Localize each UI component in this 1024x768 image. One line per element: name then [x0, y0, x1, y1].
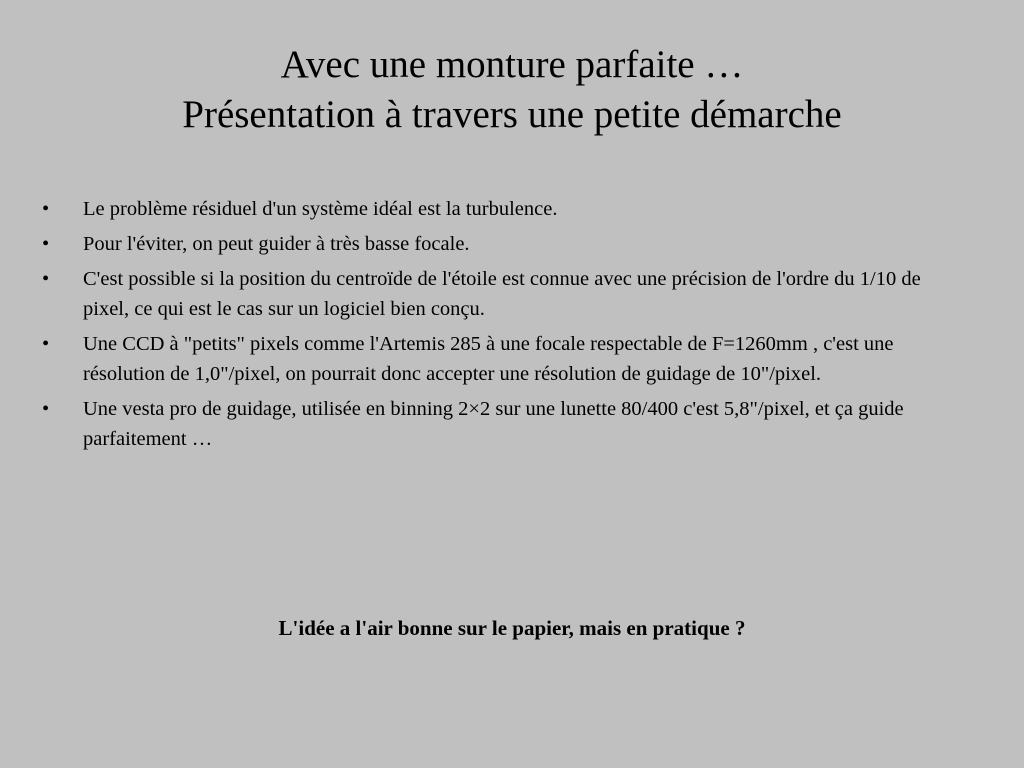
bullet-text: Le problème résiduel d'un système idéal est la turbulence. — [83, 198, 558, 220]
bullet-text: C'est possible si la position du centroïde de l'étoile est connue avec une précision de l'ordre du 1/10 de pixel, ce qui est le cas sur un logiciel bien conçu. — [83, 268, 921, 320]
bullet-item — [42, 264, 962, 324]
bullet-item — [42, 329, 962, 389]
bullet-item — [42, 229, 962, 259]
bullet-text: Pour l'éviter, on peut guider à très basse focale. — [83, 233, 470, 255]
slide-title — [60, 40, 964, 140]
bullet-marker: • — [42, 268, 50, 290]
bullet-item — [42, 194, 962, 224]
bullet-marker: • — [42, 333, 50, 355]
bullet-text: Une CCD à "petits" pixels comme l'Artemis 285 à une focale respectable de F=1260mm , c'est une résolution de 1,0"/pixel, on pourrait donc accepter une résolution de guidage de 10"/pixel. — [83, 333, 894, 385]
bullet-item — [42, 394, 962, 454]
slide-title-line-2: Présentation à travers une petite démarche — [182, 93, 842, 136]
bullet-marker: • — [42, 233, 50, 255]
bullet-marker: • — [42, 398, 50, 420]
slide-title-line-1: Avec une monture parfaite … — [280, 43, 744, 86]
conclusion-text: L'idée a l'air bonne sur le papier, mais en pratique ? — [278, 616, 746, 640]
bullet-marker: • — [42, 198, 50, 220]
bullet-list — [42, 194, 962, 459]
bullet-text: Une vesta pro de guidage, utilisée en binning 2×2 sur une lunette 80/400 c'est 5,8"/pixel, et ça guide parfaitement … — [83, 398, 904, 450]
